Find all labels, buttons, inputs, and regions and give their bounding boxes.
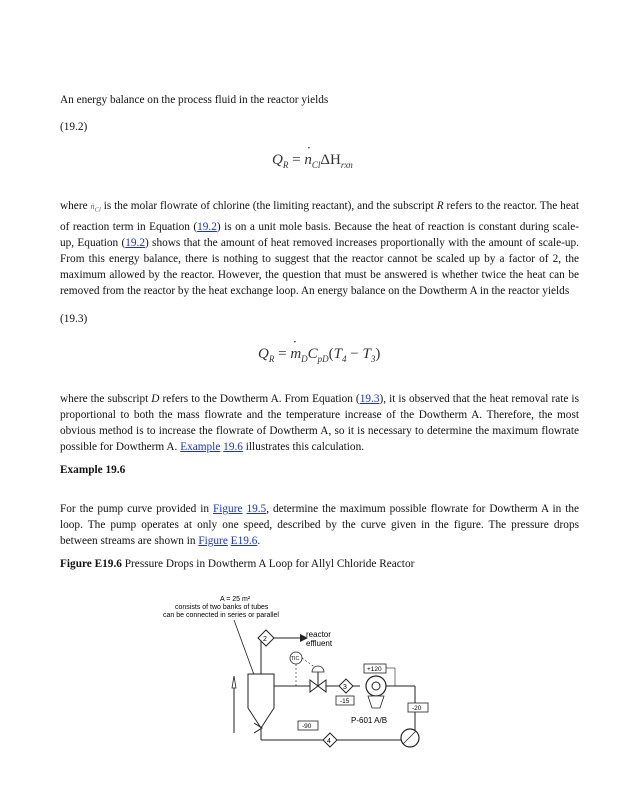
stream-3-label: 3 (343, 684, 347, 691)
inline-flowrate-symbol: ṅ$_{Cl}$ (90, 202, 101, 214)
body-paragraph-3: For the pump curve provided in Figure 19.5, determine the maximum possible flowrate for Dowtherm A in the loop. The pump operates at only one speed, described by the curve given in the figure. The pressure drops between streams are shown in Figure E19.6. (60, 503, 580, 547)
equation-19-2-label: (19.2) (60, 121, 88, 133)
body-paragraph-2: where the subscript D refers to the Dowtherm A. From Equation (19.3), it is observed that the heat removal rate is proportional to both the mass flowrate and the temperature increase of the Dowtherm A. Therefore, the most obvious method is to increase the flowrate of Dowtherm A, so it is necessary to determine the maximum flowrate possible for Dowtherm A. Example 19.6 illustrates this calculation. (60, 393, 579, 453)
link-figure-2[interactable]: Figure (198, 535, 228, 547)
body-paragraph-1: where ṅ$_{Cl}$ is the molar flowrate of chlorine (the limiting reactant), and the subscript R refers to the reactor. The heat of reaction term in Equation (19.2) is on a unit mole basis. Because the heat of reaction is constant during scale-up, Equation (19.2) shows that the amount of heat removed increases proportionally with the amount of scale-up. From this energy balance, there is nothing to suggest that the reactor cannot be scaled up by a factor of 2, the maximum allowed by the reactor. However, the question that must be answered is whether twice the heat can be removed from the reactor by the heat exchange loop. An energy balance on the Dowtherm A in the reactor yields (60, 200, 580, 297)
link-figure-e19-6[interactable]: E19.6 (230, 535, 258, 547)
intro-paragraph: An energy balance on the process fluid in the reactor yields (60, 94, 329, 106)
control-signal-line-2 (302, 658, 316, 668)
control-valve-right-icon (318, 680, 326, 692)
reactor-effluent-label-2: effluent (306, 639, 333, 648)
tubes-note-2: can be connected in series or parallel (163, 612, 279, 619)
figure-e19-6-diagram (150, 588, 440, 748)
equation-19-3-label: (19.3) (60, 313, 88, 325)
reactor-feed-nozzle (232, 676, 236, 688)
link-figure[interactable]: Figure (212, 503, 243, 515)
dp-plus120-label: +120 (367, 666, 382, 673)
link-figure-19-5[interactable]: 19.5 (246, 503, 267, 515)
stream-2-label: 2 (263, 636, 267, 643)
tic-controller-label: TIC (291, 656, 300, 662)
area-note: A = 25 m² (220, 596, 251, 603)
tubes-note-1: consists of two banks of tubes (175, 604, 269, 611)
stream-4-label: 4 (327, 738, 331, 745)
link-example-19-6[interactable]: 19.6 (223, 441, 243, 453)
link-equation-19-2-second[interactable]: 19.2 (125, 236, 146, 249)
example-heading: Example 19.6 (60, 464, 126, 476)
link-example[interactable]: Example (180, 441, 221, 453)
control-valve-left-icon (310, 680, 318, 692)
dp-minus20-label: -20 (412, 705, 422, 712)
pump-label: P-601 A/B (351, 716, 388, 725)
link-equation-19-2[interactable]: 19.2 (197, 220, 217, 233)
flow-diagram-svg (150, 588, 440, 748)
figure-caption: Figure E19.6 Pressure Drops in Dowtherm A Loop for Allyl Chloride Reactor (60, 558, 415, 570)
pump-b-icon (401, 729, 419, 747)
link-equation-19-3[interactable]: 19.3 (359, 393, 380, 405)
reactor-vessel (248, 674, 274, 728)
dp-minus90-label: -90 (302, 723, 312, 730)
pump-base (368, 696, 384, 708)
pump-p601-icon (366, 676, 386, 696)
reactor-effluent-label-1: reactor (306, 630, 331, 639)
dp-minus15-label: -15 (340, 698, 350, 705)
equation-19-2: $Q_R$ = ˙ $n_{Cl}\Delta H_{rxn}$ (272, 152, 353, 170)
valve-actuator-icon (312, 666, 324, 672)
equation-19-3: $Q_R$ = ˙ $m_DC_{pD}(T_4 - T_3)$ (258, 346, 380, 364)
